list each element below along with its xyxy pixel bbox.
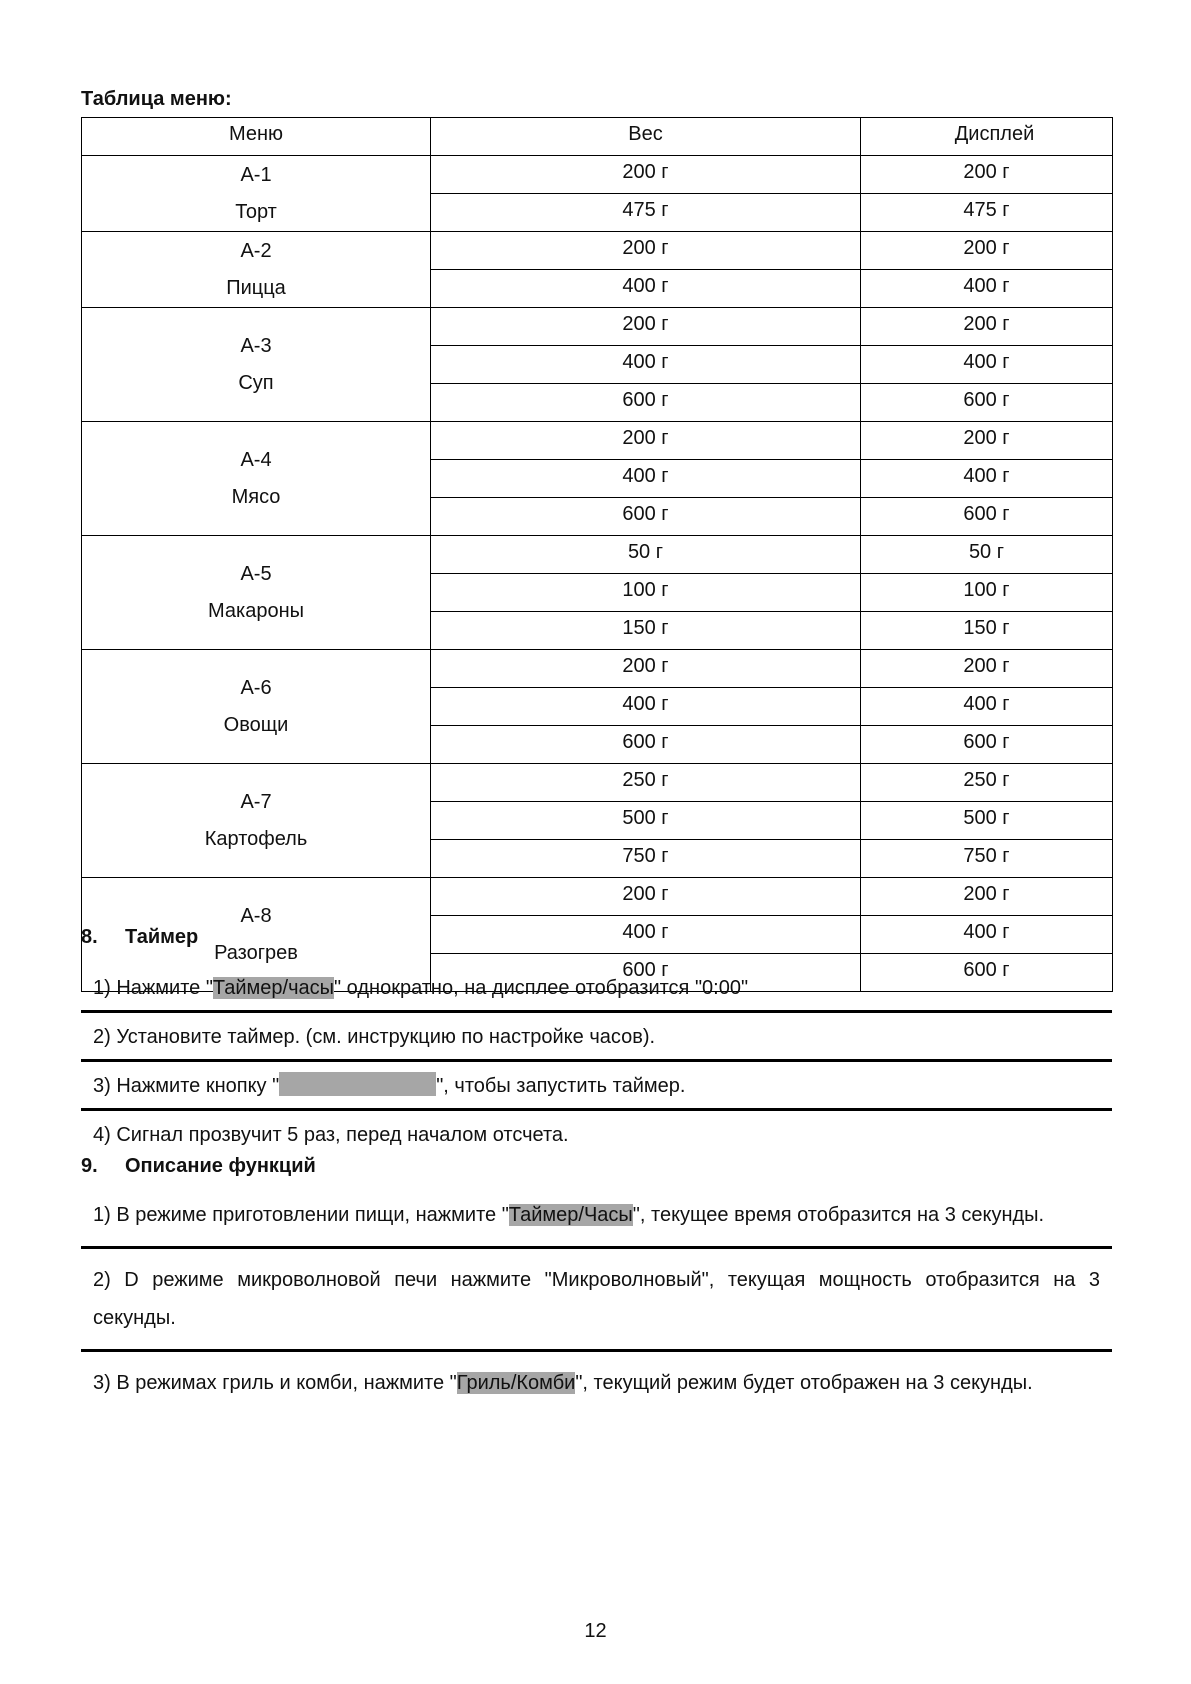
display-value: 200 г <box>963 427 1010 449</box>
functions-step <box>81 1249 1112 1352</box>
display-value: 750 г <box>963 845 1010 867</box>
function-steps <box>81 1184 1112 1414</box>
weight-cell <box>431 536 861 574</box>
step-text: 3) Нажмите кнопку " <box>93 1075 280 1097</box>
display-value: 200 г <box>963 883 1010 905</box>
timer-step <box>81 1111 1112 1160</box>
menu-item-cell <box>82 232 431 308</box>
menu-code: A-7 <box>240 790 272 813</box>
table-row <box>82 308 1113 346</box>
display-cell <box>861 232 1113 270</box>
display-value: 475 г <box>963 199 1010 221</box>
display-cell <box>861 612 1113 650</box>
menu-name: Картофель <box>204 827 308 850</box>
menu-code: A-6 <box>240 676 272 699</box>
page-number: 12 <box>584 1620 607 1642</box>
display-value: 400 г <box>963 921 1010 943</box>
functions-step <box>81 1352 1112 1414</box>
table-row <box>82 764 1113 802</box>
display-cell <box>861 270 1113 308</box>
weight-cell <box>431 726 861 764</box>
display-value: 250 г <box>963 769 1010 791</box>
weight-cell <box>431 650 861 688</box>
weight-value: 400 г <box>622 465 669 487</box>
display-value: 600 г <box>963 731 1010 753</box>
display-value: 400 г <box>963 275 1010 297</box>
weight-cell <box>431 688 861 726</box>
redacted-button-label <box>279 1072 436 1096</box>
display-value: 200 г <box>963 237 1010 259</box>
functions-step <box>81 1184 1112 1249</box>
menu-name: Макароны <box>208 599 304 622</box>
header-menu: Меню <box>82 118 431 156</box>
menu-item-cell <box>82 650 431 764</box>
weight-cell <box>431 840 861 878</box>
weight-cell <box>431 308 861 346</box>
weight-value: 200 г <box>622 427 669 449</box>
timer-section-title: Таймер <box>125 926 199 948</box>
timer-heading <box>81 926 198 949</box>
step-text: 4) Сигнал прозвучит 5 раз, перед началом отсчета. <box>93 1124 569 1146</box>
table-row <box>82 422 1113 460</box>
highlighted-button-label: Гриль/Комби <box>456 1372 576 1394</box>
weight-cell <box>431 346 861 384</box>
display-cell <box>861 422 1113 460</box>
display-cell <box>861 536 1113 574</box>
step-text-end: " однократно, на дисплее отобразится "0:00" <box>334 977 749 999</box>
weight-value: 500 г <box>622 807 669 829</box>
table-row <box>82 878 1113 916</box>
display-value: 400 г <box>963 693 1010 715</box>
step-text: 1) В режиме приготовлении пищи, нажмите " <box>93 1204 509 1226</box>
menu-name: Овощи <box>223 713 289 736</box>
table-title: Таблица меню: <box>81 88 232 110</box>
weight-cell <box>431 422 861 460</box>
weight-value: 200 г <box>622 313 669 335</box>
weight-value: 400 г <box>622 921 669 943</box>
menu-item-cell <box>82 156 431 232</box>
timer-step <box>81 1013 1112 1062</box>
weight-value: 150 г <box>622 617 669 639</box>
header-display: Дисплей <box>861 118 1113 156</box>
weight-value: 100 г <box>622 579 669 601</box>
display-value: 200 г <box>963 313 1010 335</box>
display-cell <box>861 916 1113 954</box>
weight-cell <box>431 156 861 194</box>
display-cell <box>861 384 1113 422</box>
display-cell <box>861 802 1113 840</box>
weight-cell <box>431 612 861 650</box>
menu-item-cell <box>82 536 431 650</box>
weight-value: 475 г <box>622 199 669 221</box>
display-value: 600 г <box>963 389 1010 411</box>
weight-cell <box>431 878 861 916</box>
display-cell <box>861 346 1113 384</box>
weight-value: 600 г <box>622 731 669 753</box>
timer-steps <box>81 964 1112 1160</box>
step-text: 3) В режимах гриль и комби, нажмите " <box>93 1372 457 1394</box>
display-value: 100 г <box>963 579 1010 601</box>
display-value: 400 г <box>963 351 1010 373</box>
weight-cell <box>431 232 861 270</box>
weight-value: 250 г <box>622 769 669 791</box>
timer-step <box>81 1062 1112 1111</box>
step-text: 2) D режиме микроволновой печи нажмите "Микроволновый", текущая мощность отобразится на 3 секунды. <box>93 1269 1100 1329</box>
display-cell <box>861 308 1113 346</box>
display-cell <box>861 688 1113 726</box>
display-value: 600 г <box>963 503 1010 525</box>
display-cell <box>861 726 1113 764</box>
weight-value: 600 г <box>622 503 669 525</box>
functions-heading <box>81 1155 316 1178</box>
step-text-end: ", текущее время отобразится на 3 секунды. <box>632 1204 1045 1226</box>
weight-value: 50 г <box>627 541 664 563</box>
display-value: 600 г <box>963 959 1010 981</box>
display-value: 150 г <box>963 617 1010 639</box>
weight-cell <box>431 916 861 954</box>
menu-item-cell <box>82 422 431 536</box>
weight-value: 750 г <box>622 845 669 867</box>
weight-value: 600 г <box>622 389 669 411</box>
display-cell <box>861 194 1113 232</box>
menu-name: Пицца <box>226 276 286 299</box>
weight-cell <box>431 460 861 498</box>
step-text-end: ", чтобы запустить таймер. <box>436 1075 686 1097</box>
menu-name: Суп <box>238 371 274 394</box>
display-cell <box>861 878 1113 916</box>
display-cell <box>861 650 1113 688</box>
menu-code: A-4 <box>240 448 272 471</box>
weight-value: 400 г <box>622 693 669 715</box>
step-text-end: ", текущий режим будет отображен на 3 секунды. <box>575 1372 1033 1394</box>
highlighted-button-label: Таймер/часы <box>212 977 335 999</box>
display-cell <box>861 764 1113 802</box>
display-cell <box>861 840 1113 878</box>
menu-table <box>81 117 1113 992</box>
menu-name: Мясо <box>231 485 281 508</box>
weight-value: 200 г <box>622 655 669 677</box>
weight-value: 200 г <box>622 161 669 183</box>
weight-cell <box>431 764 861 802</box>
weight-value: 200 г <box>622 237 669 259</box>
display-value: 500 г <box>963 807 1010 829</box>
table-header-row <box>82 118 1113 156</box>
weight-cell <box>431 574 861 612</box>
weight-cell <box>431 270 861 308</box>
display-value: 50 г <box>968 541 1005 563</box>
menu-code: A-2 <box>240 239 272 262</box>
display-cell <box>861 156 1113 194</box>
table-row <box>82 536 1113 574</box>
weight-cell <box>431 384 861 422</box>
menu-table-body <box>82 156 1113 992</box>
menu-code: A-5 <box>240 562 272 585</box>
step-text: 1) Нажмите " <box>93 977 213 999</box>
highlighted-button-label: Таймер/Часы <box>508 1204 633 1226</box>
weight-cell <box>431 498 861 536</box>
header-weight: Вес <box>431 118 861 156</box>
display-cell <box>861 460 1113 498</box>
functions-section-title: Описание функций <box>125 1155 316 1177</box>
menu-name: Торт <box>235 200 277 223</box>
menu-code: A-8 <box>240 904 272 927</box>
timer-step <box>81 964 1112 1013</box>
weight-cell <box>431 802 861 840</box>
menu-item-cell <box>82 308 431 422</box>
display-value: 200 г <box>963 655 1010 677</box>
weight-value: 600 г <box>622 959 669 981</box>
weight-value: 400 г <box>622 351 669 373</box>
menu-item-cell <box>82 764 431 878</box>
display-cell <box>861 498 1113 536</box>
menu-name: Разогрев <box>214 941 298 964</box>
table-row <box>82 156 1113 194</box>
display-cell <box>861 574 1113 612</box>
display-value: 400 г <box>963 465 1010 487</box>
timer-section-number: 8. <box>81 926 98 948</box>
table-row <box>82 650 1113 688</box>
functions-section-number: 9. <box>81 1155 98 1177</box>
weight-cell <box>431 194 861 232</box>
weight-value: 400 г <box>622 275 669 297</box>
table-row <box>82 232 1113 270</box>
menu-code: A-1 <box>240 163 272 186</box>
weight-value: 200 г <box>622 883 669 905</box>
menu-code: A-3 <box>240 334 272 357</box>
step-text: 2) Установите таймер. (см. инструкцию по настройке часов). <box>93 1026 656 1048</box>
display-value: 200 г <box>963 161 1010 183</box>
